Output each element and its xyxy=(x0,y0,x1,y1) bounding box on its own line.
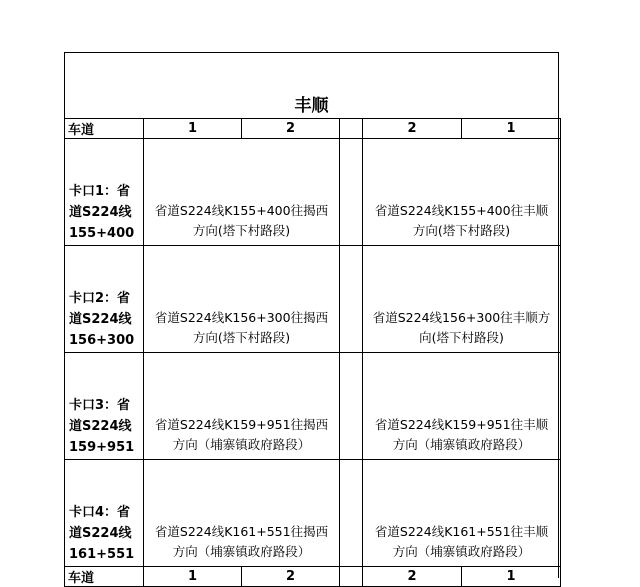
lane-col-left-1: 1 xyxy=(144,567,242,587)
lane-col-left-1: 1 xyxy=(144,119,242,139)
table-row xyxy=(65,139,561,246)
checkpoint-label: 卡口2：省 道S224线 156+300 xyxy=(65,246,144,353)
checkpoint-table xyxy=(64,118,561,587)
table-row xyxy=(65,353,561,460)
footer-row xyxy=(65,567,561,587)
checkpoint-label: 卡口3：省 道S224线 159+951 xyxy=(65,353,144,460)
direction-fengshun: 省道S224线K159+951往丰顺 方向（埔寨镇政府路段） xyxy=(363,353,561,460)
checkpoint-label: 卡口1：省 道S224线 155+400 xyxy=(65,139,144,246)
lane-col-right-1: 1 xyxy=(462,567,561,587)
lane-col-right-2: 2 xyxy=(363,119,462,139)
divider-cell xyxy=(340,246,363,353)
table-row xyxy=(65,246,561,353)
divider-cell xyxy=(340,460,363,567)
table-row xyxy=(65,460,561,567)
lane-col-right-1: 1 xyxy=(462,119,561,139)
checkpoint-label: 卡口4：省 道S224线 161+551 xyxy=(65,460,144,567)
direction-jiexi: 省道S224线K156+300往揭西 方向(塔下村路段) xyxy=(144,246,340,353)
divider-cell xyxy=(340,353,363,460)
direction-fengshun: 省道S224线K161+551往丰顺 方向（埔寨镇政府路段） xyxy=(363,460,561,567)
lane-col-right-2: 2 xyxy=(363,567,462,587)
direction-fengshun: 省道S224线K155+400往丰顺 方向(塔下村路段) xyxy=(363,139,561,246)
lane-footer: 车道 xyxy=(65,567,144,587)
divider-cell xyxy=(340,567,363,587)
lane-header: 车道 xyxy=(65,119,144,139)
divider-cell xyxy=(340,139,363,246)
direction-fengshun: 省道S224线156+300往丰顺方 向(塔下村路段) xyxy=(363,246,561,353)
header-row xyxy=(65,119,561,139)
direction-jiexi: 省道S224线K155+400往揭西 方向(塔下村路段) xyxy=(144,139,340,246)
lane-col-left-2: 2 xyxy=(242,119,340,139)
lane-col-left-2: 2 xyxy=(242,567,340,587)
spreadsheet-table xyxy=(64,52,559,586)
table-title: 丰顺 xyxy=(65,53,558,119)
direction-jiexi: 省道S224线K161+551往揭西 方向（埔寨镇政府路段） xyxy=(144,460,340,567)
divider-cell xyxy=(340,119,363,139)
direction-jiexi: 省道S224线K159+951往揭西 方向（埔寨镇政府路段） xyxy=(144,353,340,460)
